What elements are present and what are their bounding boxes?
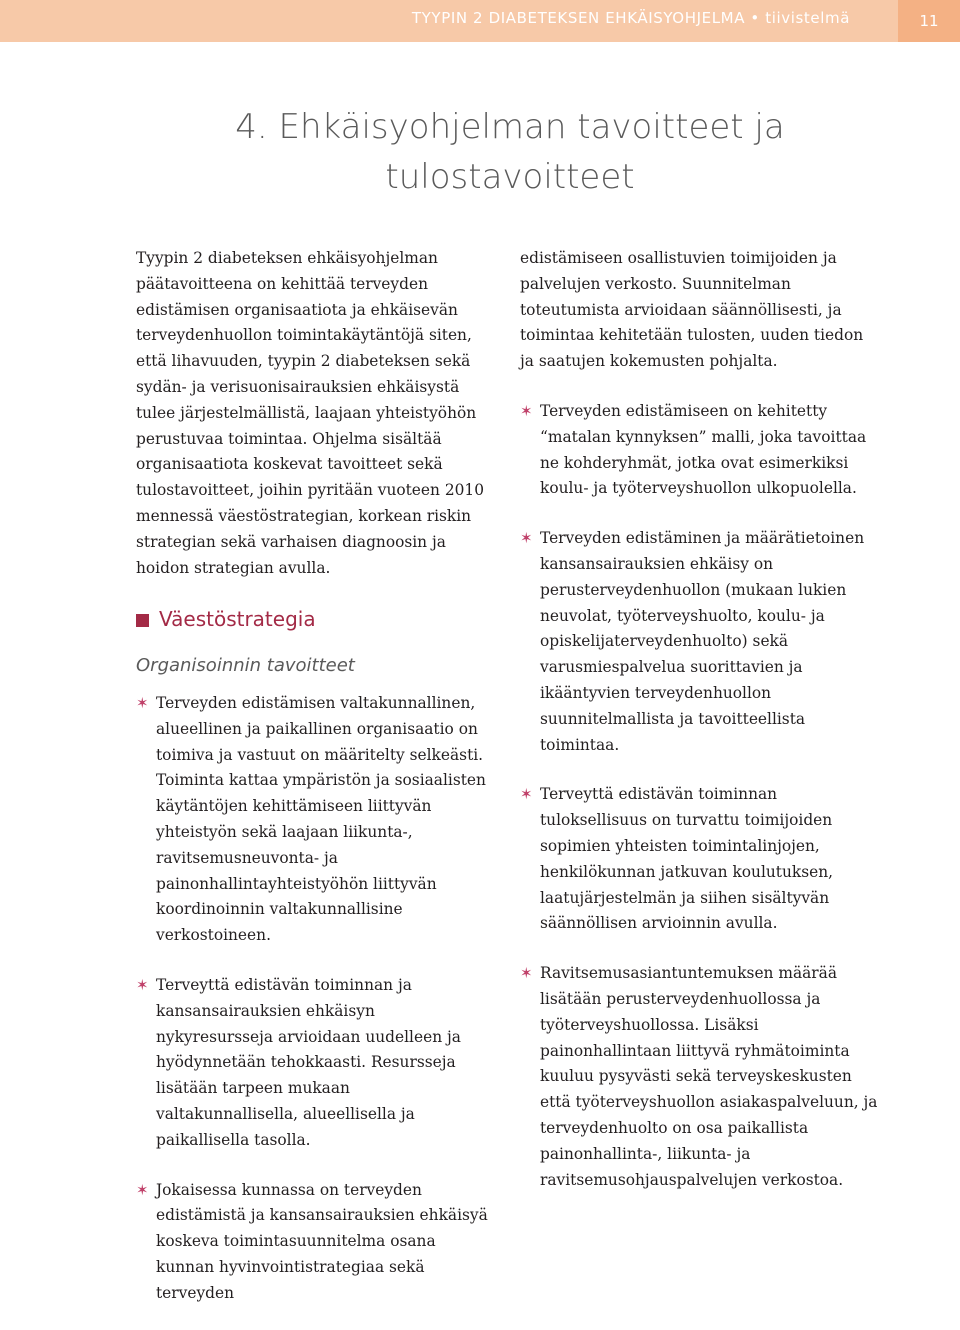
list-item-text: Terveyden edistäminen ja määrätietoinen kansansairauksien ehkäisy on perusterveydenhuollon (mukaan lukien neuvolat, työterveyshuolto, koulu- ja opiskelijaterveydenhuolto) sekä varusmiespalvelua suorittavien ja ikääntyvien terveydenhuollon suunnitelmallista ja tavoitteellista toimintaa. xyxy=(540,529,865,754)
list-item xyxy=(520,526,880,758)
asterisk-icon: ✶ xyxy=(136,693,149,712)
list-item xyxy=(520,782,880,937)
section-heading-text: Väestöstrategia xyxy=(159,607,316,632)
section-heading xyxy=(136,607,496,633)
asterisk-icon: ✶ xyxy=(520,785,533,804)
page-title: 4. Ehkäisyohjelman tavoitteet ja tulostavoitteet xyxy=(235,107,785,197)
list-item xyxy=(136,973,496,1154)
list-item-text: Terveyden edistämiseen on kehitetty “matalan kynnyksen” malli, joka tavoittaa ne kohderyhmät, jotka ovat esimerkiksi koulu- ja työterveyshuollon ulkopuolella. xyxy=(540,401,867,498)
list-item xyxy=(136,691,496,949)
page-number: 11 xyxy=(898,0,960,42)
intro-paragraph: Tyypin 2 diabeteksen ehkäisyohjelman päätavoitteena on kehittää terveyden edistämisen organisaatiota ja ehkäisevän terveydenhuollon toimintakäytäntöjä siten, että lihavuuden, tyypin 2 diabeteksen sekä sydän- ja verisuonisairauksien ehkäisystä tulee järjestelmällistä, laajaan yhteistyöhön perustuvaa toimintaa. Ohjelma sisältää organisaatiota koskevat tavoitteet sekä tulostavoitteet, joihin pyritään vuoteen 2010 mennessä väestöstrategian, korkean riskin strategian sekä varhaisen diagnoosin ja hoidon strategian avulla. xyxy=(136,249,484,577)
list-item-text: Terveyden edistämisen valtakunnallinen, alueellinen ja paikallinen organisaatio on toimiva ja vastuut on määritelty selkeästi. Toiminta kattaa ympäristön ja sosiaalisten käytäntöjen kehittämiseen liittyvän yhteistyön sekä laajaan liikunta-, ravitsemusneuvonta- ja painonhallintayhteistyöhön liittyvän koordinoinnin valtakunnallisine verkostoineen. xyxy=(156,693,486,945)
running-title: TYYPIN 2 DIABETEKSEN EHKÄISYOHJELMA • tiivistelmä xyxy=(411,9,850,27)
asterisk-icon: ✶ xyxy=(520,529,533,548)
list-item xyxy=(520,961,880,1193)
right-column xyxy=(520,246,880,1217)
asterisk-icon: ✶ xyxy=(136,1180,149,1199)
list-item xyxy=(136,1178,496,1307)
list-item-text: Ravitsemusasiantuntemuksen määrää lisätään perusterveydenhuollossa ja työterveyshuollossa. Lisäksi painonhallintaan liittyvä ryhmätoiminta kuuluu pysyvästi sekä terveyskeskusten että työterveyshuollon asiakaspalveluun, ja terveydenhuolto on osa paikallista painonhallinta-, liikunta- ja ravitsemusohjauspalvelujen verkostoa. xyxy=(540,964,878,1189)
asterisk-icon: ✶ xyxy=(520,964,533,983)
square-bullet-icon xyxy=(136,614,149,627)
continuation-paragraph: edistämiseen osallistuvien toimijoiden ja palvelujen verkosto. Suunnitelman toteutumista arvioidaan säännöllisesti, ja toimintaa kehitetään tulosten, uuden tiedon ja saatujen kokemusten pohjalta. xyxy=(520,249,864,371)
subheading: Organisoinnin tavoitteet xyxy=(136,655,355,677)
left-column xyxy=(136,246,496,1330)
header-bar xyxy=(0,0,960,42)
list-item-text: Terveyttä edistävän toiminnan ja kansansairauksien ehkäisyn nykyresursseja arvioidaan uudelleen ja hyödynnetään tehokkaasti. Resursseja lisätään tarpeen mukaan valtakunnallisella, alueellisella ja paikallisella tasolla. xyxy=(156,975,461,1149)
list-item xyxy=(520,399,880,502)
asterisk-icon: ✶ xyxy=(136,975,149,994)
asterisk-icon: ✶ xyxy=(520,401,533,420)
list-item-text: Terveyttä edistävän toiminnan tuloksellisuus on turvattu toimijoiden sopimien yhteisten toimintalinjojen, henkilökunnan jatkuvan koulutuksen, laatujärjestelmän ja siihen sisältyvän säännöllisen arvioinnin avulla. xyxy=(540,785,834,933)
list-item-text: Jokaisessa kunnassa on terveyden edistämistä ja kansansairauksien ehkäisyä koskeva toimintasuunnitelma osana kunnan hyvinvointistrategiaa sekä terveyden xyxy=(156,1180,488,1302)
